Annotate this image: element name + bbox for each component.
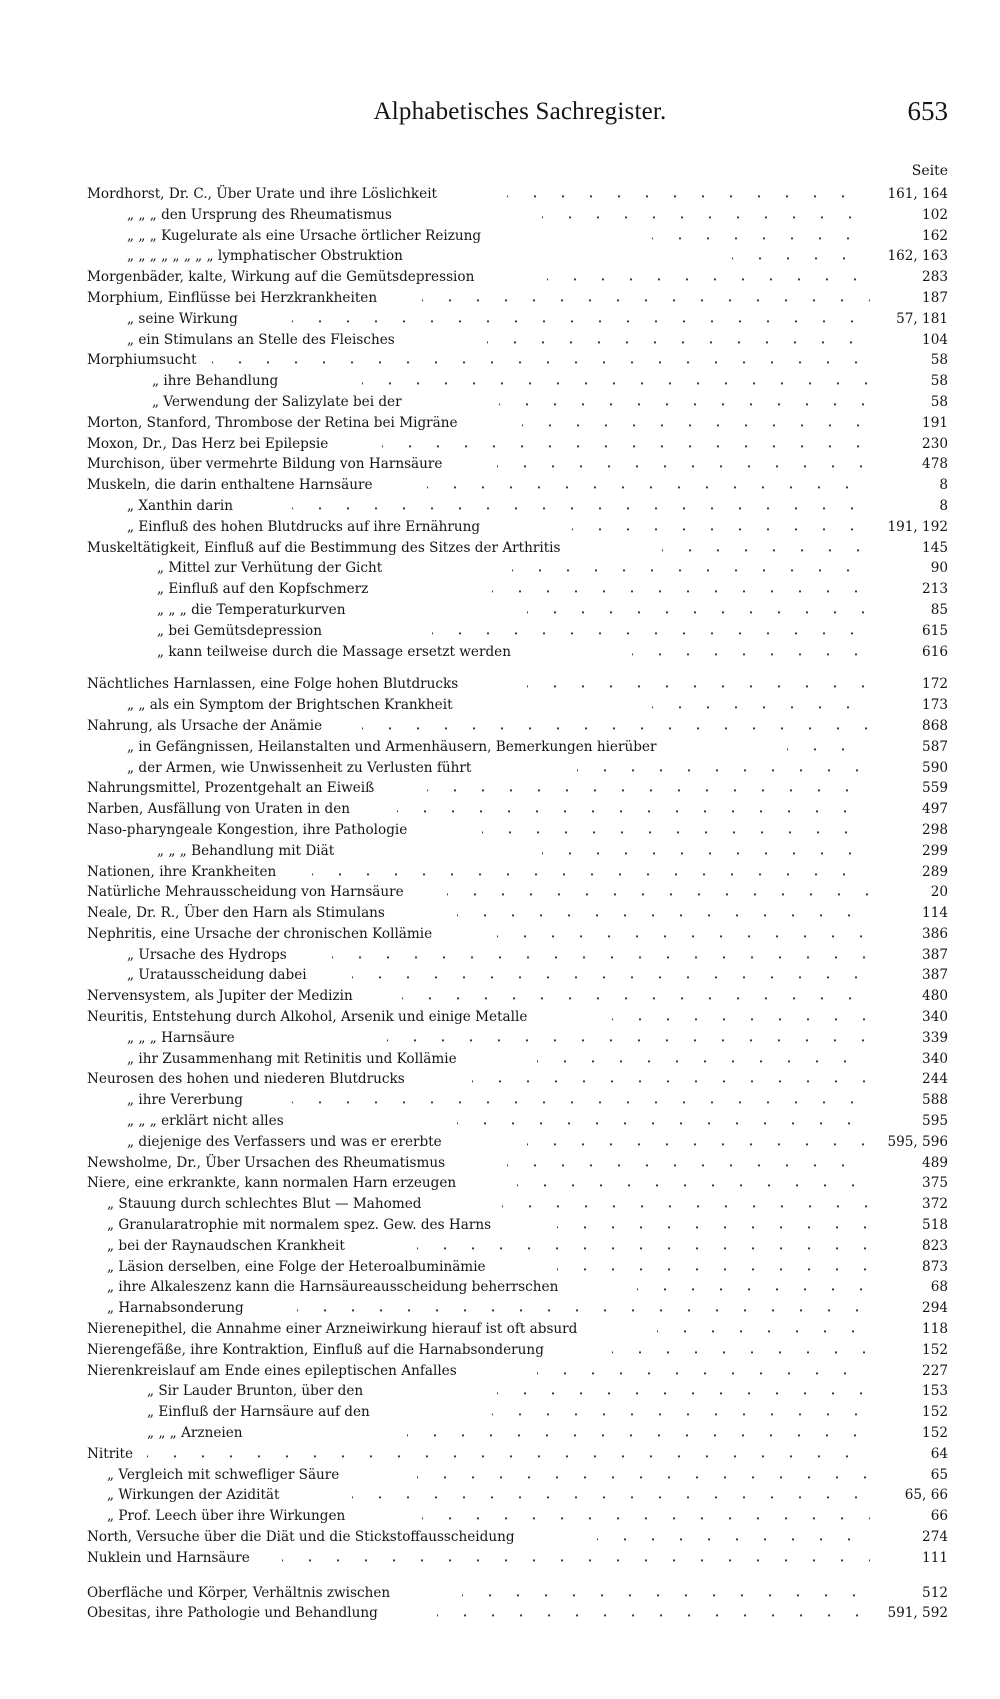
index-entry — [87, 1527, 948, 1548]
dot-leader — [512, 558, 870, 579]
index-entry — [87, 538, 948, 559]
dot-leader — [457, 903, 870, 924]
index-entry-text: „ „ „ die Temperaturkurven — [157, 600, 350, 621]
index-entry-page: 152 — [873, 1423, 948, 1444]
index-entry — [87, 226, 948, 247]
index-entry-text: „ Verwendung der Salizylate bei der — [152, 392, 406, 413]
index-entry-text: „ Sir Lauder Brunton, über den — [147, 1381, 367, 1402]
index-entry-page: 64 — [873, 1444, 948, 1465]
dot-leader — [502, 1194, 870, 1215]
index-entry-page: 595 — [873, 1111, 948, 1132]
index-entry-page: 8 — [873, 475, 948, 496]
index-entry-text: Nitrite — [87, 1444, 137, 1465]
index-entry-page: 823 — [873, 1236, 948, 1257]
index-entry-page: 375 — [873, 1173, 948, 1194]
dot-leader — [147, 1444, 870, 1465]
index-entry — [87, 579, 948, 600]
index-entry-page: 58 — [873, 392, 948, 413]
index-entry-page: 20 — [873, 882, 948, 903]
index-entry-page: 387 — [873, 965, 948, 986]
index-entry-page: 187 — [873, 288, 948, 309]
index-entry — [87, 1277, 948, 1298]
index-entry — [87, 330, 948, 351]
index-entry-page: 489 — [873, 1153, 948, 1174]
dot-leader — [572, 517, 870, 538]
dot-leader — [297, 1298, 870, 1319]
index-entry — [87, 1069, 948, 1090]
index-entry-text: „ ihre Alkaleszenz kann die Harnsäureausscheidung beherrschen — [107, 1277, 562, 1298]
index-entry-text: „ „ „ Behandlung mit Diät — [157, 841, 338, 862]
dot-leader — [542, 841, 870, 862]
index-entry-text: Niere, eine erkrankte, kann normalen Harn erzeugen — [87, 1173, 460, 1194]
index-entry-text: „ Prof. Leech über ihre Wirkungen — [107, 1506, 349, 1527]
dot-leader — [637, 1277, 870, 1298]
dot-leader — [482, 820, 870, 841]
index-entry-page: 595, 596 — [873, 1132, 948, 1153]
dot-leader — [597, 1527, 870, 1548]
index-entry — [87, 1548, 948, 1569]
index-entry-page: 191, 192 — [873, 517, 948, 538]
index-entry-text: Nahrung, als Ursache der Anämie — [87, 716, 326, 737]
index-entry-page: 90 — [873, 558, 948, 579]
dot-leader — [547, 267, 870, 288]
index-entry-text: „ „ „ Kugelurate als eine Ursache örtlicher Reizung — [127, 226, 485, 247]
dot-leader — [542, 205, 870, 226]
index-entry-text: „ Einfluß des hohen Blutdrucks auf ihre Ernährung — [127, 517, 484, 538]
index-entry — [87, 1049, 948, 1070]
index-entry-text: „ kann teilweise durch die Massage ersetzt werden — [157, 642, 515, 663]
index-entry — [87, 454, 948, 475]
index-entry-page: 213 — [873, 579, 948, 600]
index-entry — [87, 820, 948, 841]
index-entry — [87, 1361, 948, 1382]
index-entry-page: 145 — [873, 538, 948, 559]
index-entry-page: 497 — [873, 799, 948, 820]
index-entry — [87, 778, 948, 799]
index-entry-page: 227 — [873, 1361, 948, 1382]
index-entry — [87, 1153, 948, 1174]
index-entry-page: 480 — [873, 986, 948, 1007]
running-header-title: Alphabetisches Sachregister. — [373, 98, 667, 125]
dot-leader — [537, 1049, 870, 1070]
index-entry — [87, 1215, 948, 1236]
index-entry-text: „ Stauung durch schlechtes Blut — Mahomed — [107, 1194, 425, 1215]
index-entry-page: 587 — [873, 737, 948, 758]
index-entry-page: 616 — [873, 642, 948, 663]
index-entry-page: 152 — [873, 1340, 948, 1361]
dot-leader — [417, 1236, 870, 1257]
index-entry-page: 274 — [873, 1527, 948, 1548]
index-entry-page: 340 — [873, 1007, 948, 1028]
index-entry — [87, 965, 948, 986]
dot-leader — [612, 1340, 870, 1361]
dot-leader — [382, 434, 870, 455]
index-entry-text: Moxon, Dr., Das Herz bei Epilepsie — [87, 434, 332, 455]
index-entry — [87, 288, 948, 309]
index-entry-text: Naso-pharyngeale Kongestion, ihre Pathologie — [87, 820, 411, 841]
index-entry — [87, 903, 948, 924]
index-entry-text: Morton, Stanford, Thrombose der Retina bei Migräne — [87, 413, 462, 434]
index-entry — [87, 621, 948, 642]
dot-leader — [427, 778, 870, 799]
index-entry-page: 283 — [873, 267, 948, 288]
index-entry-page: 161, 164 — [873, 184, 948, 205]
index-entry-text: North, Versuche über die Diät und die Stickstoffausscheidung — [87, 1527, 519, 1548]
dot-leader — [557, 1215, 870, 1236]
index-entry-text: „ bei Gemütsdepression — [157, 621, 326, 642]
index-entry-text: „ Läsion derselben, eine Folge der Heteroalbuminämie — [107, 1257, 490, 1278]
dot-leader — [557, 1257, 870, 1278]
index-entry-page: 299 — [873, 841, 948, 862]
index-entry — [87, 737, 948, 758]
index-entry — [87, 1319, 948, 1340]
index-entry-text: Murchison, über vermehrte Bildung von Harnsäure — [87, 454, 446, 475]
dot-leader — [332, 945, 870, 966]
index-entry — [87, 945, 948, 966]
index-entry-text: Nephritis, eine Ursache der chronischen Kollämie — [87, 924, 436, 945]
index-entry-text: Nächtliches Harnlassen, eine Folge hohen Blutdrucks — [87, 674, 462, 695]
index-entry-page: 873 — [873, 1257, 948, 1278]
index-entry — [87, 246, 948, 267]
dot-leader — [352, 965, 870, 986]
index-entry-page: 162 — [873, 226, 948, 247]
dot-leader — [522, 413, 870, 434]
index-entry-text: Newsholme, Dr., Über Ursachen des Rheumatismus — [87, 1153, 449, 1174]
index-entry — [87, 1257, 948, 1278]
index-entry — [87, 1465, 948, 1486]
dot-leader — [292, 1090, 870, 1111]
index-entry-page: 615 — [873, 621, 948, 642]
dot-leader — [462, 1583, 870, 1604]
index-entry-page: 66 — [873, 1506, 948, 1527]
dot-leader — [362, 716, 870, 737]
index-entry — [87, 600, 948, 621]
index-entry-text: Morgenbäder, kalte, Wirkung auf die Gemütsdepression — [87, 267, 478, 288]
dot-leader — [657, 1319, 870, 1340]
dot-leader — [362, 371, 870, 392]
index-entry — [87, 267, 948, 288]
index-entry-text: „ Xanthin darin — [127, 496, 237, 517]
index-entry-text: Narben, Ausfällung von Uraten in den — [87, 799, 354, 820]
index-entry — [87, 205, 948, 226]
index-entry-page: 588 — [873, 1090, 948, 1111]
index-entry-text: „ „ als ein Symptom der Brightschen Krankheit — [127, 695, 457, 716]
index-entry-text: „ der Armen, wie Unwissenheit zu Verlusten führt — [127, 758, 475, 779]
index-entry-text: „ bei der Raynaudschen Krankheit — [107, 1236, 349, 1257]
index-entry — [87, 1173, 948, 1194]
index-entry-text: „ diejenige des Verfassers und was er ererbte — [127, 1132, 446, 1153]
dot-leader — [212, 350, 870, 371]
index-entry-page: 153 — [873, 1381, 948, 1402]
index-entry-page: 244 — [873, 1069, 948, 1090]
index-entry — [87, 558, 948, 579]
dot-leader — [282, 1548, 870, 1569]
index-entry-page: 65 — [873, 1465, 948, 1486]
index-entry — [87, 716, 948, 737]
index-entry — [87, 371, 948, 392]
index-entry-page: 114 — [873, 903, 948, 924]
index-entry-text: Morphiumsucht — [87, 350, 201, 371]
dot-leader — [457, 1111, 870, 1132]
dot-leader — [732, 246, 870, 267]
index-entry-page: 152 — [873, 1402, 948, 1423]
index-entry — [87, 413, 948, 434]
dot-leader — [422, 288, 870, 309]
index-entry-page: 162, 163 — [873, 246, 948, 267]
index-entry-page: 230 — [873, 434, 948, 455]
index-entry-page: 478 — [873, 454, 948, 475]
index-entry — [87, 496, 948, 517]
index-entry-text: Mordhorst, Dr. C., Über Urate und ihre Löslichkeit — [87, 184, 441, 205]
dot-leader — [612, 1007, 870, 1028]
dot-leader — [652, 695, 870, 716]
dot-leader — [292, 496, 870, 517]
dot-leader — [507, 1153, 870, 1174]
index-entry-page: 65, 66 — [873, 1485, 948, 1506]
dot-leader — [402, 986, 870, 1007]
index-entry-page: 58 — [873, 371, 948, 392]
index-entry-page: 104 — [873, 330, 948, 351]
dot-leader — [397, 799, 870, 820]
index-entry-page: 387 — [873, 945, 948, 966]
index-entry-text: „ „ „ erklärt nicht alles — [127, 1111, 288, 1132]
index-entry — [87, 1298, 948, 1319]
index-entry-page: 339 — [873, 1028, 948, 1049]
page-number: 653 — [907, 96, 948, 126]
dot-leader — [352, 1485, 870, 1506]
index-entry-page: 518 — [873, 1215, 948, 1236]
index-entry-page: 102 — [873, 205, 948, 226]
index-entry-text: Neurosen des hohen und niederen Blutdrucks — [87, 1069, 409, 1090]
index-entry — [87, 1194, 948, 1215]
index-entry-page: 8 — [873, 496, 948, 517]
dot-leader — [527, 674, 870, 695]
index-entry — [87, 1444, 948, 1465]
index-entry-text: „ Harnabsonderung — [107, 1298, 248, 1319]
index-entry-text: Muskeln, die darin enthaltene Harnsäure — [87, 475, 377, 496]
index-entry-text: „ „ „ „ „ „ „ „ lymphatischer Obstruktion — [127, 246, 407, 267]
index-entry-page: 111 — [873, 1548, 948, 1569]
index-entry — [87, 1603, 948, 1624]
index-entry-page: 68 — [873, 1277, 948, 1298]
index-entry-text: „ „ „ Arzneien — [147, 1423, 247, 1444]
dot-leader — [632, 642, 870, 663]
index-entry-page: 591, 592 — [873, 1603, 948, 1624]
index-entry-text: „ „ „ Harnsäure — [127, 1028, 239, 1049]
dot-leader — [537, 1361, 870, 1382]
index-entry — [87, 1485, 948, 1506]
index-entry — [87, 1236, 948, 1257]
index-entry — [87, 799, 948, 820]
index-entry-page: 191 — [873, 413, 948, 434]
dot-leader — [517, 1173, 870, 1194]
dot-leader — [407, 1423, 870, 1444]
dot-leader — [497, 454, 870, 475]
index-entry-text: Nierengefäße, ihre Kontraktion, Einfluß auf die Harnabsonderung — [87, 1340, 548, 1361]
index-entry-page: 118 — [873, 1319, 948, 1340]
dot-leader — [662, 538, 870, 559]
index-entry-text: Nierenepithel, die Annahme einer Arzneiwirkung hierauf ist oft absurd — [87, 1319, 581, 1340]
index-entry-text: „ ihre Vererbung — [127, 1090, 247, 1111]
dot-leader — [387, 1028, 870, 1049]
index-entry-text: „ ihr Zusammenhang mit Retinitis und Kollämie — [127, 1049, 461, 1070]
index-entry-text: „ Uratausscheidung dabei — [127, 965, 311, 986]
index-entry-page: 172 — [873, 674, 948, 695]
index-entry — [87, 517, 948, 538]
index-entry — [87, 1583, 948, 1604]
index-entry-page: 559 — [873, 778, 948, 799]
index-entry-text: „ ihre Behandlung — [152, 371, 282, 392]
index-entry-page: 294 — [873, 1298, 948, 1319]
index-entry — [87, 1402, 948, 1423]
dot-leader — [432, 621, 870, 642]
dot-leader — [527, 1132, 870, 1153]
index-entry — [87, 758, 948, 779]
index-entry-page: 590 — [873, 758, 948, 779]
index-entry-text: „ Einfluß auf den Kopfschmerz — [157, 579, 372, 600]
dot-leader — [312, 862, 870, 883]
index-entry — [87, 1007, 948, 1028]
index-entry-page: 289 — [873, 862, 948, 883]
index-entry-text: Nervensystem, als Jupiter der Medizin — [87, 986, 357, 1007]
index-entry — [87, 642, 948, 663]
index-entry — [87, 184, 948, 205]
index-entry — [87, 475, 948, 496]
index-entry-text: Neuritis, Entstehung durch Alkohol, Arsenik und einige Metalle — [87, 1007, 531, 1028]
dot-leader — [417, 1465, 870, 1486]
dot-leader — [447, 882, 870, 903]
index-entry — [87, 1506, 948, 1527]
dot-leader — [527, 600, 870, 621]
dot-leader — [492, 579, 870, 600]
index-entry — [87, 862, 948, 883]
index-entry-page: 372 — [873, 1194, 948, 1215]
index-entry — [87, 1381, 948, 1402]
index-entry-text: „ seine Wirkung — [127, 309, 242, 330]
dot-leader — [422, 1506, 870, 1527]
dot-leader — [472, 1069, 870, 1090]
index-entry-text: „ Wirkungen der Azidität — [107, 1485, 283, 1506]
index-entry-text: Morphium, Einflüsse bei Herzkrankheiten — [87, 288, 381, 309]
index-entry-page: 173 — [873, 695, 948, 716]
index-entry-text: Nuklein und Harnsäure — [87, 1548, 254, 1569]
column-label-seite: Seite — [911, 163, 948, 179]
dot-leader — [507, 184, 870, 205]
index-entry-text: Nierenkreislauf am Ende eines epileptischen Anfalles — [87, 1361, 461, 1382]
index-entry-text: „ Granularatrophie mit normalem spez. Gew. des Harns — [107, 1215, 495, 1236]
index-entry — [87, 350, 948, 371]
index-list — [87, 184, 948, 1624]
index-entry-page: 512 — [873, 1583, 948, 1604]
dot-leader — [499, 392, 870, 413]
index-entry — [87, 392, 948, 413]
index-entry — [87, 434, 948, 455]
index-entry-text: „ ein Stimulans an Stelle des Fleisches — [127, 330, 399, 351]
index-entry-text: „ Mittel zur Verhütung der Gicht — [157, 558, 386, 579]
index-entry — [87, 882, 948, 903]
dot-leader — [652, 226, 870, 247]
index-entry-page: 85 — [873, 600, 948, 621]
index-entry — [87, 841, 948, 862]
index-entry-page: 298 — [873, 820, 948, 841]
index-entry-text: Natürliche Mehrausscheidung von Harnsäure — [87, 882, 408, 903]
index-entry-text: Nationen, ihre Krankheiten — [87, 862, 280, 883]
index-entry — [87, 674, 948, 695]
index-entry — [87, 1340, 948, 1361]
index-entry-text: Neale, Dr. R., Über den Harn als Stimulans — [87, 903, 389, 924]
index-entry — [87, 1111, 948, 1132]
index-entry-page: 57, 181 — [873, 309, 948, 330]
index-entry-text: „ Ursache des Hydrops — [127, 945, 291, 966]
dot-leader — [787, 737, 870, 758]
dot-leader — [492, 1402, 870, 1423]
index-entry-text: Obesitas, ihre Pathologie und Behandlung — [87, 1603, 382, 1624]
index-entry — [87, 986, 948, 1007]
index-entry — [87, 924, 948, 945]
dot-leader — [497, 924, 870, 945]
index-entry-text: „ in Gefängnissen, Heilanstalten und Armenhäusern, Bemerkungen hierüber — [127, 737, 660, 758]
index-entry — [87, 1132, 948, 1153]
index-entry-page: 340 — [873, 1049, 948, 1070]
index-entry-text: Oberfläche und Körper, Verhältnis zwischen — [87, 1583, 394, 1604]
dot-leader — [577, 758, 870, 779]
index-entry — [87, 1090, 948, 1111]
index-entry-text: „ Einfluß der Harnsäure auf den — [147, 1402, 374, 1423]
dot-leader — [427, 475, 870, 496]
index-entry-page: 58 — [873, 350, 948, 371]
index-entry-page: 868 — [873, 716, 948, 737]
index-entry-text: Muskeltätigkeit, Einfluß auf die Bestimmung des Sitzes der Arthritis — [87, 538, 565, 559]
index-entry-text: „ Vergleich mit schwefliger Säure — [107, 1465, 343, 1486]
index-entry — [87, 1028, 948, 1049]
index-entry — [87, 695, 948, 716]
index-entry-page: 386 — [873, 924, 948, 945]
index-entry — [87, 309, 948, 330]
index-entry — [87, 1423, 948, 1444]
index-entry-text: Nahrungsmittel, Prozentgehalt an Eiweiß — [87, 778, 378, 799]
index-entry-text: „ „ „ den Ursprung des Rheumatismus — [127, 205, 396, 226]
dot-leader — [437, 1603, 870, 1624]
dot-leader — [497, 1381, 870, 1402]
dot-leader — [487, 330, 870, 351]
dot-leader — [292, 309, 870, 330]
